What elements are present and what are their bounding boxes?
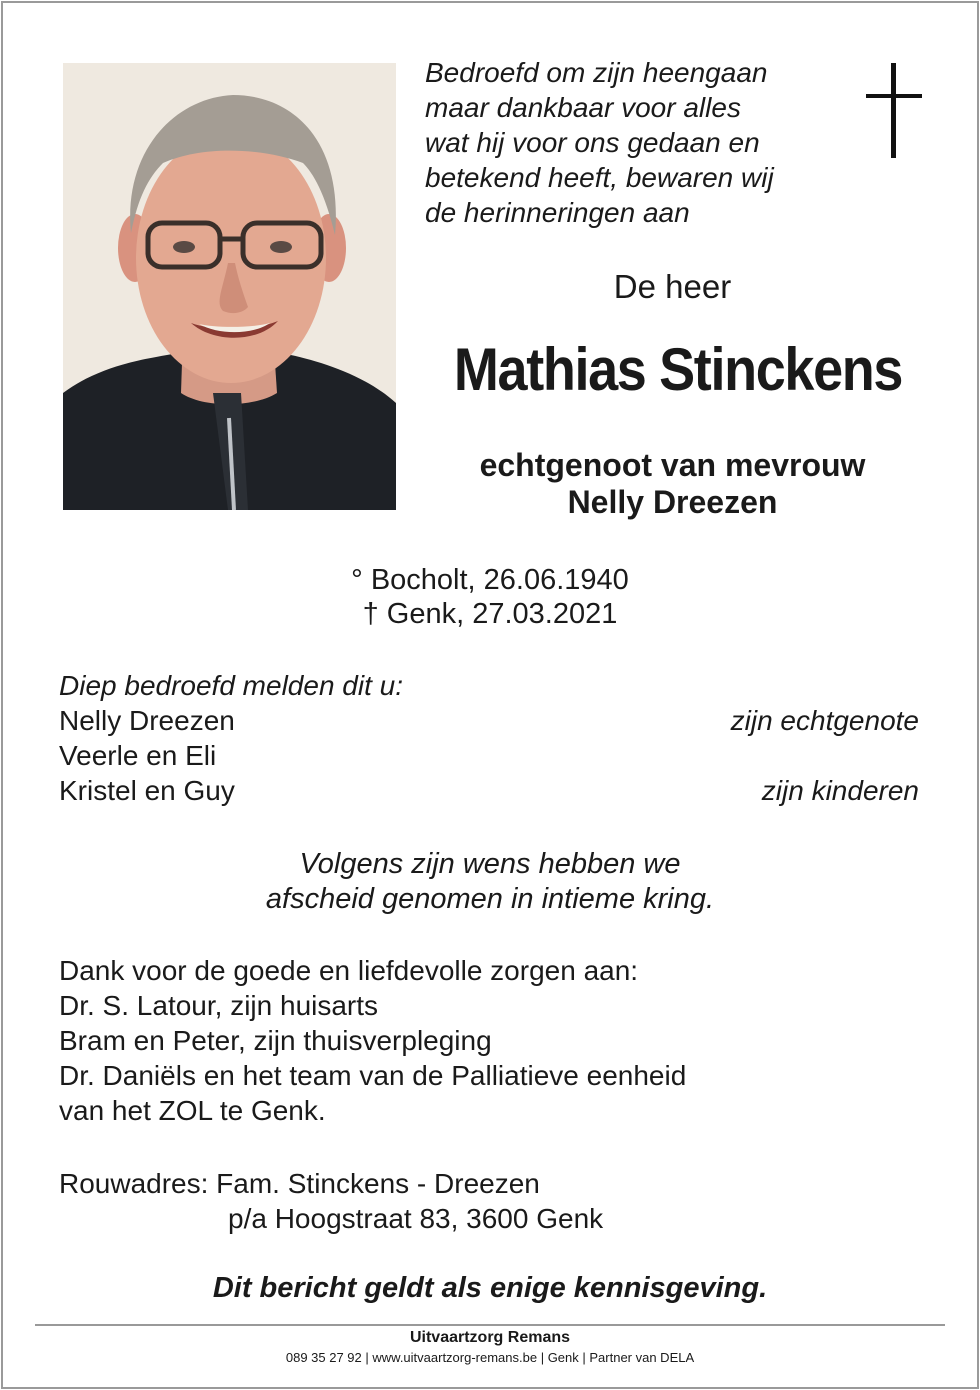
birth-date: ° Bocholt, 26.06.1940 — [351, 564, 629, 596]
thanks-block — [59, 953, 939, 1128]
thanks-line: Dr. S. Latour, zijn huisarts — [59, 990, 379, 1021]
mourners-heading: Diep bedroefd melden dit u: — [59, 670, 403, 701]
address-line: Rouwadres: Fam. Stinckens - Dreezen — [59, 1168, 540, 1199]
spouse-line: echtgenoot van mevrouw — [479, 447, 866, 483]
cross-icon — [866, 63, 922, 158]
thanks-line: Dank voor de goede en liefdevolle zorgen aan: — [59, 955, 639, 986]
funeral-home-name: Uitvaartzorg Remans — [409, 1329, 571, 1346]
intro-line: de herinneringen aan — [425, 197, 690, 228]
mourner-relation: zijn echtgenote — [730, 705, 919, 736]
thanks-line: van het ZOL te Genk. — [59, 1095, 326, 1126]
deceased-name: Mathias Stinckens — [453, 336, 903, 403]
spouse-block — [425, 447, 920, 521]
mourner-relation: zijn kinderen — [761, 775, 919, 806]
death-date: † Genk, 27.03.2021 — [362, 598, 618, 630]
address-line: p/a Hoogstraat 83, 3600 Genk — [228, 1203, 604, 1234]
intro-line: maar dankbaar voor alles — [425, 92, 741, 123]
mourner-name: Nelly Dreezen — [59, 705, 235, 736]
mourner-name: Veerle en Eli — [59, 740, 217, 771]
mourning-address — [59, 1166, 603, 1236]
spouse-name: Nelly Dreezen — [567, 484, 778, 520]
mourner-name: Kristel en Guy — [59, 775, 235, 806]
mourner-row — [59, 775, 919, 810]
portrait-photo — [63, 63, 396, 510]
intro-line: wat hij voor ons gedaan en — [425, 127, 760, 158]
funeral-home-info: 089 35 27 92 | www.uitvaartzorg-remans.be | Genk | Partner van DELA — [285, 1350, 695, 1365]
intro-text — [425, 55, 845, 230]
intro-line: Bedroefd om zijn heengaan — [425, 57, 768, 88]
mourner-row — [59, 705, 919, 740]
notice-text: Dit bericht geldt als enige kennisgeving. — [212, 1272, 768, 1304]
footer-divider — [35, 1324, 945, 1326]
wish-line: afscheid genomen in intieme kring. — [265, 883, 715, 915]
thanks-line: Bram en Peter, zijn thuisverpleging — [59, 1025, 492, 1056]
dates-block — [0, 563, 980, 631]
mourner-row — [59, 740, 919, 775]
intro-line: betekend heeft, bewaren wij — [425, 162, 774, 193]
wish-line: Volgens zijn wens hebben we — [299, 848, 681, 880]
wish-block — [0, 847, 980, 917]
honorific: De heer — [613, 268, 732, 305]
thanks-line: Dr. Daniëls en het team van de Palliatieve eenheid — [59, 1060, 687, 1091]
